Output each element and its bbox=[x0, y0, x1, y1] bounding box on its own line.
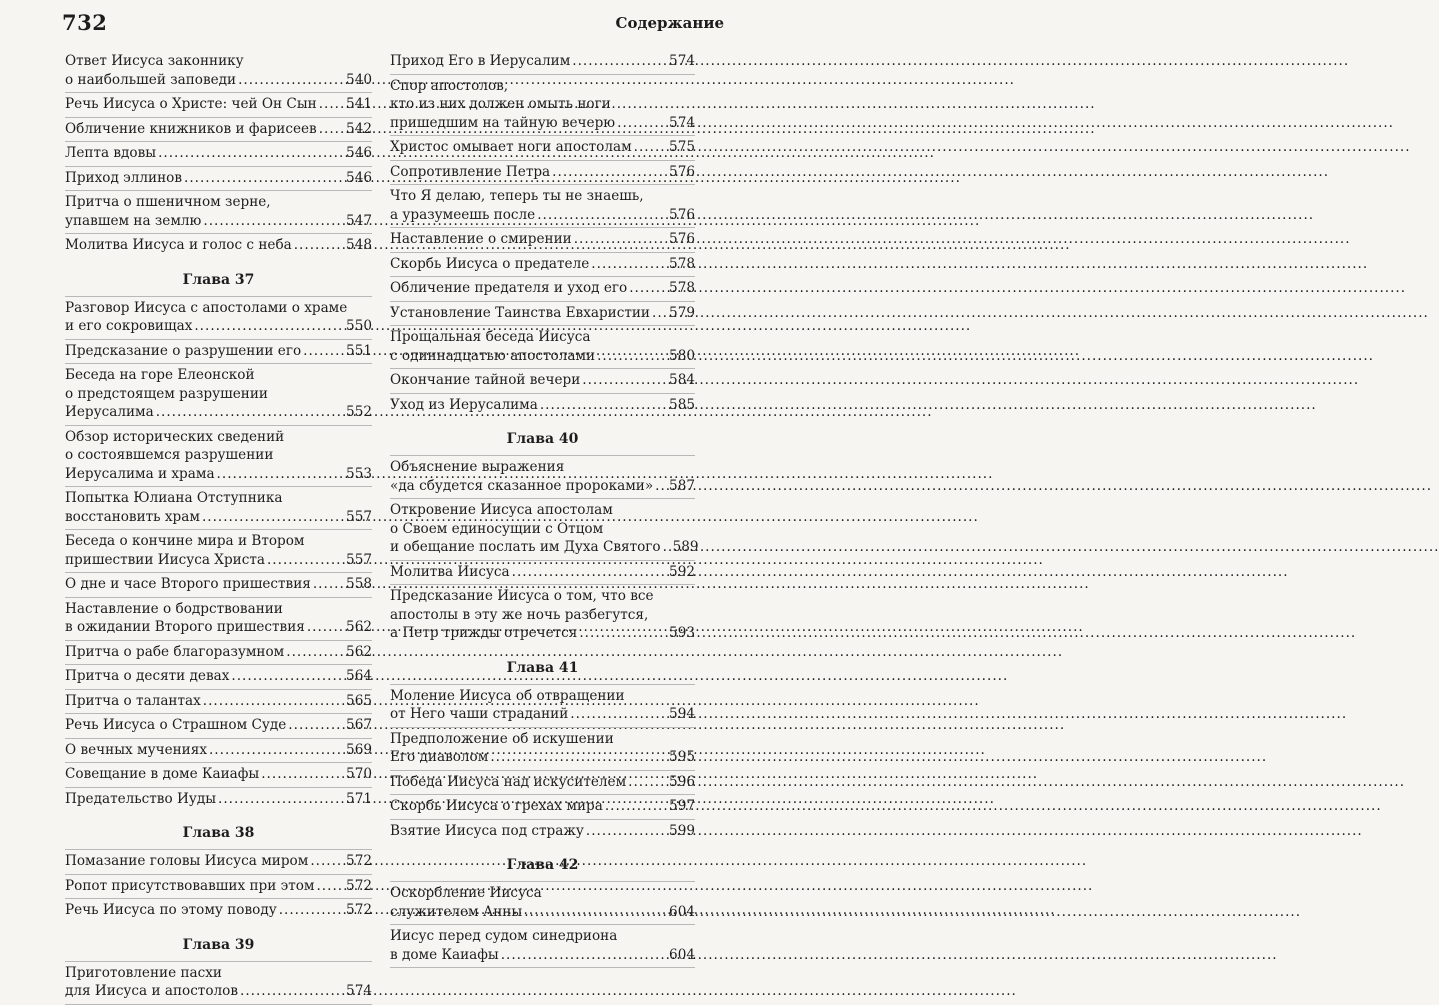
toc-page-number: 604 bbox=[669, 946, 695, 963]
dot-leader bbox=[194, 317, 344, 336]
toc-entry-title-line: Наставление о бодрствовании bbox=[65, 600, 283, 617]
toc-entry-title-line: Предсказание о разрушении его bbox=[65, 342, 302, 359]
toc-page-number: 578 bbox=[669, 255, 695, 272]
toc-entry-title-line: Взятие Иисуса под стражу bbox=[390, 822, 584, 839]
toc-entry[interactable] bbox=[65, 487, 372, 530]
dot-leader bbox=[552, 163, 667, 182]
toc-page-number: 574 bbox=[669, 114, 695, 131]
toc-page-number: 569 bbox=[346, 741, 372, 758]
toc-page-number: 599 bbox=[669, 822, 695, 839]
toc-left-column bbox=[65, 50, 372, 1005]
dot-leader bbox=[279, 901, 344, 920]
toc-entry-title-line: апостолы в эту же ночь разбегутся, bbox=[390, 606, 649, 623]
dot-leader bbox=[597, 347, 667, 366]
toc-entry[interactable] bbox=[65, 364, 372, 426]
dot-leader bbox=[591, 255, 667, 274]
toc-page-number: 580 bbox=[669, 347, 695, 364]
toc-entry[interactable] bbox=[65, 962, 372, 1005]
toc-entry-title-line: Обличение книжников и фарисеев bbox=[65, 120, 317, 137]
toc-entry[interactable] bbox=[65, 899, 372, 923]
dot-leader bbox=[261, 765, 344, 784]
toc-entry[interactable] bbox=[390, 253, 695, 278]
toc-entry-title-line: с одиннадцатью апостолами bbox=[390, 347, 596, 364]
chapter-heading: Глава 37 bbox=[65, 258, 372, 297]
toc-entry[interactable] bbox=[390, 882, 695, 925]
toc-entry-title-line: Сопротивление Петра bbox=[390, 163, 551, 180]
toc-entry-title-line: Беседа о кончине мира и Втором bbox=[65, 533, 305, 549]
toc-page-number: 572 bbox=[346, 853, 372, 869]
dot-leader bbox=[307, 618, 344, 637]
toc-entry-title-line: Откровение Иисуса апостолам bbox=[390, 502, 613, 518]
toc-entry[interactable] bbox=[390, 685, 695, 728]
toc-entry-title-line: Молитва Иисуса и голос с неба bbox=[65, 237, 292, 253]
toc-entry-title-line: Наставление о смирении bbox=[390, 231, 572, 247]
toc-entry[interactable] bbox=[65, 850, 372, 875]
toc-entry-title-line: Предположение об искушении bbox=[390, 730, 614, 747]
toc-entry[interactable] bbox=[65, 573, 372, 598]
toc-page-number: 584 bbox=[669, 372, 695, 388]
dot-leader bbox=[240, 982, 344, 1001]
dot-leader bbox=[572, 52, 667, 71]
dot-leader bbox=[238, 71, 344, 90]
dot-leader bbox=[524, 903, 667, 922]
dot-leader bbox=[286, 643, 344, 662]
dot-leader bbox=[628, 773, 667, 792]
toc-entry-title-line: о состоявшемся разрушении bbox=[65, 447, 274, 463]
toc-entry[interactable] bbox=[390, 456, 695, 499]
toc-page-number: 594 bbox=[669, 706, 695, 722]
dot-leader bbox=[652, 304, 667, 323]
toc-entry[interactable] bbox=[65, 191, 372, 234]
toc-entry-title-line: О вечных мучениях bbox=[65, 741, 207, 758]
toc-entry-title-line: Ропот присутствовавших при этом bbox=[65, 877, 315, 894]
toc-entry-title-line: Спор апостолов, bbox=[390, 77, 509, 94]
toc-page-number: 574 bbox=[669, 53, 695, 69]
toc-page-number: 542 bbox=[346, 120, 372, 137]
toc-entry-title-line: Оскорбление Иисуса bbox=[390, 885, 542, 901]
toc-entry-title-line: Христос омывает ноги апостолам bbox=[390, 139, 632, 155]
toc-entry-title-line: Что Я делаю, теперь ты не знаешь, bbox=[390, 188, 644, 204]
toc-entry-title-line: Победа Иисуса над искусителем bbox=[390, 773, 627, 790]
toc-entry-title-line: Молитва Иисуса bbox=[390, 563, 510, 580]
toc-entry-title-line: и обещание послать им Духа Святого bbox=[390, 539, 661, 555]
toc-page-number: 562 bbox=[346, 619, 372, 635]
toc-entry-title-line: для Иисуса и апостолов bbox=[65, 983, 238, 999]
toc-entry[interactable] bbox=[390, 499, 699, 561]
toc-entry[interactable] bbox=[390, 136, 695, 161]
toc-entry-title-line: Попытка Юлиана Отступника bbox=[65, 490, 283, 506]
dot-leader bbox=[158, 144, 344, 163]
page-number: 732 bbox=[62, 10, 108, 35]
dot-leader bbox=[184, 169, 344, 188]
toc-entry-title-line: пришедшим на тайную вечерю bbox=[390, 114, 616, 131]
toc-page-number: 550 bbox=[346, 318, 372, 334]
dot-leader bbox=[267, 551, 344, 570]
toc-entry[interactable] bbox=[65, 641, 372, 666]
toc-entry-title-line: Ответ Иисуса законнику bbox=[65, 53, 244, 69]
toc-entry[interactable] bbox=[390, 302, 695, 327]
toc-entry[interactable] bbox=[390, 326, 695, 369]
dot-leader bbox=[501, 946, 667, 965]
toc-page-number: 548 bbox=[346, 237, 372, 253]
toc-entry[interactable] bbox=[390, 820, 695, 844]
toc-page-number: 579 bbox=[669, 304, 695, 321]
toc-entry[interactable] bbox=[65, 50, 372, 93]
toc-entry[interactable] bbox=[390, 50, 695, 75]
toc-entry-title-line: Прощальная беседа Иисуса bbox=[390, 329, 591, 345]
toc-entry[interactable] bbox=[65, 598, 372, 641]
toc-entry[interactable] bbox=[390, 394, 695, 418]
toc-entry-title-line: Приход эллинов bbox=[65, 169, 183, 186]
toc-page-number: 557 bbox=[346, 508, 372, 525]
toc-page-number: 541 bbox=[346, 96, 372, 112]
toc-page-number: 592 bbox=[669, 563, 695, 580]
toc-entry-title-line: Скорбь Иисуса о грехах мира bbox=[390, 798, 603, 814]
toc-entry-title-line: Окончание тайной вечери bbox=[390, 372, 581, 388]
toc-entry[interactable] bbox=[390, 228, 695, 253]
dot-leader bbox=[586, 822, 667, 841]
toc-entry-title-line: о предстоящем разрушении bbox=[65, 385, 268, 402]
toc-page-number: 593 bbox=[669, 625, 695, 641]
toc-entry-title-line: Установление Таинства Евхаристии bbox=[390, 304, 650, 321]
dot-leader bbox=[582, 371, 667, 390]
toc-entry[interactable] bbox=[65, 297, 372, 340]
toc-page-number: 564 bbox=[346, 668, 372, 684]
dot-leader bbox=[316, 877, 344, 896]
toc-entry-title-line: Обличение предателя и уход его bbox=[390, 280, 628, 296]
toc-entry[interactable] bbox=[390, 728, 695, 771]
toc-entry-title-line: Иерусалима и храма bbox=[65, 465, 215, 482]
toc-page-number: 572 bbox=[346, 902, 372, 918]
toc-entry-title-line: Приход Его в Иерусалим bbox=[390, 53, 571, 69]
toc-entry-title-line: в ожидании Второго пришествия bbox=[65, 619, 305, 635]
toc-page-number: 558 bbox=[346, 576, 372, 592]
toc-page-number: 570 bbox=[346, 766, 372, 782]
dot-leader bbox=[313, 575, 344, 594]
toc-entry[interactable] bbox=[65, 875, 372, 900]
dot-leader bbox=[490, 748, 667, 767]
dot-leader bbox=[663, 538, 671, 557]
toc-entry-title-line: Притча о талантах bbox=[65, 692, 201, 709]
toc-entry[interactable] bbox=[65, 530, 372, 573]
toc-page-number: 578 bbox=[669, 280, 695, 296]
toc-page-number: 565 bbox=[346, 692, 372, 709]
toc-entry[interactable] bbox=[65, 118, 372, 143]
toc-page-number: 576 bbox=[669, 206, 695, 223]
chapter-heading: Глава 42 bbox=[390, 843, 695, 882]
toc-entry-title-line: Уход из Иерусалима bbox=[390, 396, 538, 413]
toc-entry[interactable] bbox=[65, 142, 372, 167]
toc-entry-title-line: а Петр трижды отречется bbox=[390, 625, 578, 641]
toc-entry[interactable] bbox=[390, 369, 695, 394]
toc-entry[interactable] bbox=[390, 795, 695, 820]
toc-entry-title-line: «да сбудется сказанное пророками» bbox=[390, 477, 654, 494]
toc-page-number: 575 bbox=[669, 139, 695, 155]
toc-entry-title-line: от Него чаши страданий bbox=[390, 706, 569, 722]
toc-entry-title-line: Объяснение выражения bbox=[390, 459, 565, 475]
toc-entry[interactable] bbox=[390, 925, 695, 968]
toc-entry-title-line: Речь Иисуса о Христе: чей Он Сын bbox=[65, 96, 317, 112]
dot-leader bbox=[512, 563, 667, 582]
toc-entry-title-line: восстановить храм bbox=[65, 508, 200, 525]
toc-page-number: 576 bbox=[669, 231, 695, 247]
dot-leader bbox=[310, 852, 344, 871]
dot-leader bbox=[574, 230, 667, 249]
toc-entry[interactable] bbox=[65, 714, 372, 739]
toc-page-number: 547 bbox=[346, 212, 372, 229]
toc-entry-title-line: в доме Каиафы bbox=[390, 946, 499, 963]
toc-page-number: 540 bbox=[346, 71, 372, 88]
chapter-heading: Глава 41 bbox=[390, 646, 695, 685]
toc-entry[interactable] bbox=[65, 234, 372, 258]
toc-entry-title-line: Обзор исторических сведений bbox=[65, 428, 285, 445]
dot-leader bbox=[537, 206, 667, 225]
toc-entry-title-line: о Своем единосущии с Отцом bbox=[390, 520, 604, 537]
dot-leader bbox=[203, 692, 344, 711]
toc-entry[interactable] bbox=[65, 93, 372, 118]
toc-right-column bbox=[390, 50, 699, 968]
toc-entry[interactable] bbox=[390, 161, 695, 186]
toc-page-number: 546 bbox=[346, 169, 372, 186]
toc-entry-title-line: служителем Анны bbox=[390, 903, 523, 920]
toc-page-number: 572 bbox=[346, 877, 372, 894]
toc-page-number: 585 bbox=[669, 396, 695, 413]
toc-entry-title-line: Речь Иисуса о Страшном Суде bbox=[65, 717, 287, 733]
toc-entry-title-line: Иисус перед судом синедриона bbox=[390, 928, 618, 944]
toc-entry-title-line: кто из них должен омыть ноги bbox=[390, 96, 611, 112]
toc-entry-title-line: Приготовление пасхи bbox=[65, 964, 222, 981]
toc-entry-title-line: пришествии Иисуса Христа bbox=[65, 551, 265, 568]
toc-page-number: 551 bbox=[346, 342, 372, 359]
toc-entry-title-line: Лепта вдовы bbox=[65, 145, 157, 161]
dot-leader bbox=[203, 212, 344, 231]
toc-page-number: 562 bbox=[346, 643, 372, 660]
toc-entry[interactable] bbox=[65, 739, 372, 764]
chapter-heading: Глава 40 bbox=[390, 417, 695, 456]
dot-leader bbox=[217, 465, 345, 484]
toc-entry-title-line: о наибольшей заповеди bbox=[65, 71, 237, 88]
dot-leader bbox=[655, 477, 667, 496]
toc-entry-title-line: Помазание головы Иисуса миром bbox=[65, 853, 309, 869]
toc-entry-title-line: Притча о рабе благоразумном bbox=[65, 643, 285, 660]
toc-entry-title-line: Его диаволом bbox=[390, 749, 489, 765]
toc-page-number: 597 bbox=[669, 798, 695, 814]
toc-page-number: 576 bbox=[669, 163, 695, 180]
toc-entry[interactable] bbox=[65, 167, 372, 192]
toc-page-number: 574 bbox=[346, 983, 372, 999]
toc-entry[interactable] bbox=[65, 788, 372, 812]
toc-entry-title-line: Предсказание Иисуса о том, что все bbox=[390, 588, 654, 604]
dot-leader bbox=[540, 396, 667, 415]
toc-page-number: 604 bbox=[669, 903, 695, 920]
toc-entry[interactable] bbox=[65, 665, 372, 690]
toc-entry-title-line: Моление Иисуса об отвращении bbox=[390, 687, 625, 704]
dot-leader bbox=[319, 95, 344, 114]
dot-leader bbox=[231, 667, 344, 686]
dot-leader bbox=[617, 114, 667, 133]
toc-page-number: 567 bbox=[346, 717, 372, 733]
toc-entry-title-line: и его сокровищах bbox=[65, 318, 193, 334]
toc-entry[interactable] bbox=[65, 763, 372, 788]
toc-entry[interactable] bbox=[390, 277, 695, 302]
toc-page-number: 546 bbox=[346, 145, 372, 161]
chapter-heading: Глава 39 bbox=[65, 923, 372, 962]
toc-page-number: 595 bbox=[669, 749, 695, 765]
dot-leader bbox=[634, 138, 667, 157]
toc-entry[interactable] bbox=[390, 561, 695, 586]
toc-entry-title-line: Предательство Иуды bbox=[65, 790, 217, 807]
dot-leader bbox=[218, 790, 344, 809]
toc-entry-title-line: Иерусалима bbox=[65, 404, 154, 420]
toc-page-number: 596 bbox=[669, 773, 695, 790]
dot-leader bbox=[605, 797, 667, 816]
toc-entry-title-line: Скорбь Иисуса о предателе bbox=[390, 255, 590, 272]
dot-leader bbox=[319, 120, 344, 139]
toc-entry-title-line: О дне и часе Второго пришествия bbox=[65, 576, 311, 592]
toc-entry[interactable] bbox=[390, 771, 695, 796]
running-head: Содержание bbox=[615, 14, 724, 32]
toc-entry[interactable] bbox=[65, 340, 372, 365]
toc-entry-title-line: а уразумеешь после bbox=[390, 206, 536, 223]
dot-leader bbox=[288, 716, 344, 735]
toc-entry-title-line: Речь Иисуса по этому поводу bbox=[65, 902, 277, 918]
dot-leader bbox=[579, 624, 667, 643]
toc-entry[interactable] bbox=[65, 690, 372, 715]
chapter-heading: Глава 38 bbox=[65, 811, 372, 850]
toc-page-number: 557 bbox=[346, 551, 372, 568]
toc-entry-title-line: упавшем на землю bbox=[65, 212, 202, 229]
toc-entry-title-line: Совещание в доме Каиафы bbox=[65, 766, 260, 782]
toc-entry[interactable] bbox=[390, 585, 695, 646]
toc-entry-title-line: Беседа на горе Елеонской bbox=[65, 367, 255, 383]
dot-leader bbox=[156, 403, 344, 422]
toc-page-number: 553 bbox=[346, 465, 372, 482]
toc-page-number: 552 bbox=[346, 404, 372, 420]
toc-entry-title-line: Притча о пшеничном зерне, bbox=[65, 194, 271, 210]
dot-leader bbox=[570, 705, 667, 724]
toc-entry-title-line: Притча о десяти девах bbox=[65, 668, 230, 684]
dot-leader bbox=[294, 236, 344, 255]
toc-entry[interactable] bbox=[390, 185, 695, 228]
toc-page-number: 589 bbox=[672, 539, 699, 555]
dot-leader bbox=[303, 342, 344, 361]
toc-page-number: 587 bbox=[669, 477, 695, 494]
toc-entry[interactable] bbox=[65, 426, 372, 488]
toc-entry[interactable] bbox=[390, 75, 695, 137]
toc-entry-title-line: Разговор Иисуса с апостолами о храме bbox=[65, 299, 348, 316]
dot-leader bbox=[209, 741, 344, 760]
dot-leader bbox=[202, 508, 344, 527]
toc-page-number: 571 bbox=[346, 790, 372, 807]
dot-leader bbox=[629, 279, 667, 298]
